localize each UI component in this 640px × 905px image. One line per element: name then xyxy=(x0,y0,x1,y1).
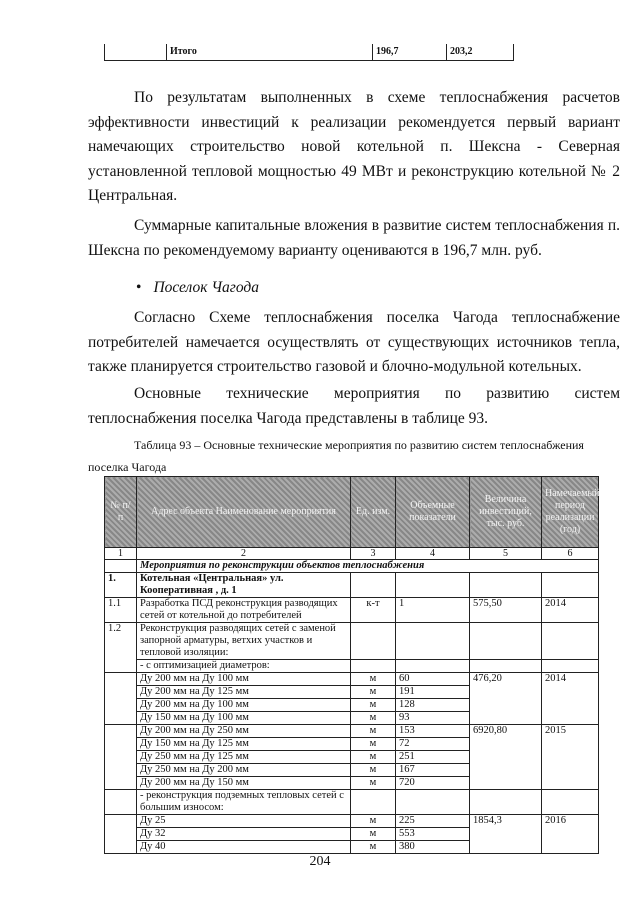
section-title: Мероприятия по реконструкции объектов теплоснабжения xyxy=(137,560,599,573)
table-row: Ду 40 м 380 xyxy=(105,841,599,854)
table-row: Ду 250 мм на Ду 125 мм м 251 xyxy=(105,751,599,764)
table-row: 1. Котельная «Центральная» ул. Кооперативная , д. 1 xyxy=(105,573,599,598)
totals-row-fragment xyxy=(104,44,514,61)
table-header-row xyxy=(105,477,599,548)
table-row: Ду 25 м 225 1854,3 2016 xyxy=(105,815,599,828)
header-num: № п/п xyxy=(105,477,137,548)
table-row: Ду 150 мм на Ду 100 мм м 93 xyxy=(105,712,599,725)
page-number: 204 xyxy=(309,854,331,869)
table-row: Ду 200 мм на Ду 150 мм м 720 xyxy=(105,777,599,790)
totals-label: Итого xyxy=(170,46,197,57)
header-investment: Величина инвестиций, тыс. руб. xyxy=(470,477,542,548)
bullet-dot-icon: • xyxy=(136,279,142,296)
table-row: - реконструкция подземных тепловых сетей с большим износом: xyxy=(105,790,599,815)
paragraph-heat-supply-scheme: Согласно Схеме теплоснабжения поселка Чагода теплоснабжение потребителей намечается осуществлять от существующих источников тепла, также планируется строительство газовой и блочно-модульной котельных. xyxy=(88,309,620,375)
table-row: Ду 200 мм на Ду 125 мм м 191 xyxy=(105,686,599,699)
table-row: Ду 200 мм на Ду 100 мм м 128 xyxy=(105,699,599,712)
table-row: Ду 150 мм на Ду 125 мм м 72 xyxy=(105,738,599,751)
totals-value-1: 196,7 xyxy=(376,46,399,57)
table-row: 1.1 Разработка ПСД реконструкция разводящих сетей от котельной до потребителей к-т 1 575,50 2014 xyxy=(105,598,599,623)
table-row: 1.2 Реконструкция разводящих сетей с заменой запорной арматуры, ветхих участков и тепловой изоляции: xyxy=(105,623,599,660)
column-number-row: 1 2 3 4 5 6 xyxy=(105,548,599,560)
table-row: Ду 32 м 553 xyxy=(105,828,599,841)
header-unit: Ед. изм. xyxy=(351,477,396,548)
paragraph-recommendation: По результатам выполненных в схеме теплоснабжения расчетов эффективности инвестиций к реализации рекомендуется первый вариант намечающих строительство новой котельной п. Шексна - Северная установленной тепловой мощностью 49 МВт и реконструкцию котельной № 2 Центральная. xyxy=(88,89,620,204)
bullet-settlement: • Поселок Чагода xyxy=(136,279,259,296)
header-quantity: Объемные показатели xyxy=(396,477,470,548)
paragraph-capital-investment: Суммарные капитальные вложения в развитие систем теплоснабжения п. Шексна по рекомендуемому варианту оцениваются в 196,7 млн. руб. xyxy=(88,217,620,259)
table-row: Ду 200 мм на Ду 100 мм м 60 476,20 2014 xyxy=(105,673,599,686)
table-row: Ду 250 мм на Ду 200 мм м 167 xyxy=(105,764,599,777)
header-name: Адрес объекта Наименование мероприятия xyxy=(137,477,351,548)
group-b-rows xyxy=(105,725,599,790)
group-c-rows xyxy=(105,815,599,854)
table-row: - с оптимизацией диаметров: xyxy=(105,660,599,673)
measures-table xyxy=(104,476,599,854)
group-a-rows xyxy=(105,673,599,725)
section-row xyxy=(105,560,599,573)
table-caption: Таблица 93 – Основные технические мероприятия по развитию систем теплоснабжения поселка Чагода xyxy=(88,438,584,474)
table-row: Ду 200 мм на Ду 250 мм м 153 6920,80 2015 xyxy=(105,725,599,738)
totals-value-2: 203,2 xyxy=(450,46,473,57)
paragraph-measures-reference: Основные технические мероприятия по развитию систем теплоснабжения поселка Чагода представлены в таблице 93. xyxy=(88,385,620,427)
header-period: Намечаемый период реализации (год) xyxy=(542,477,599,548)
